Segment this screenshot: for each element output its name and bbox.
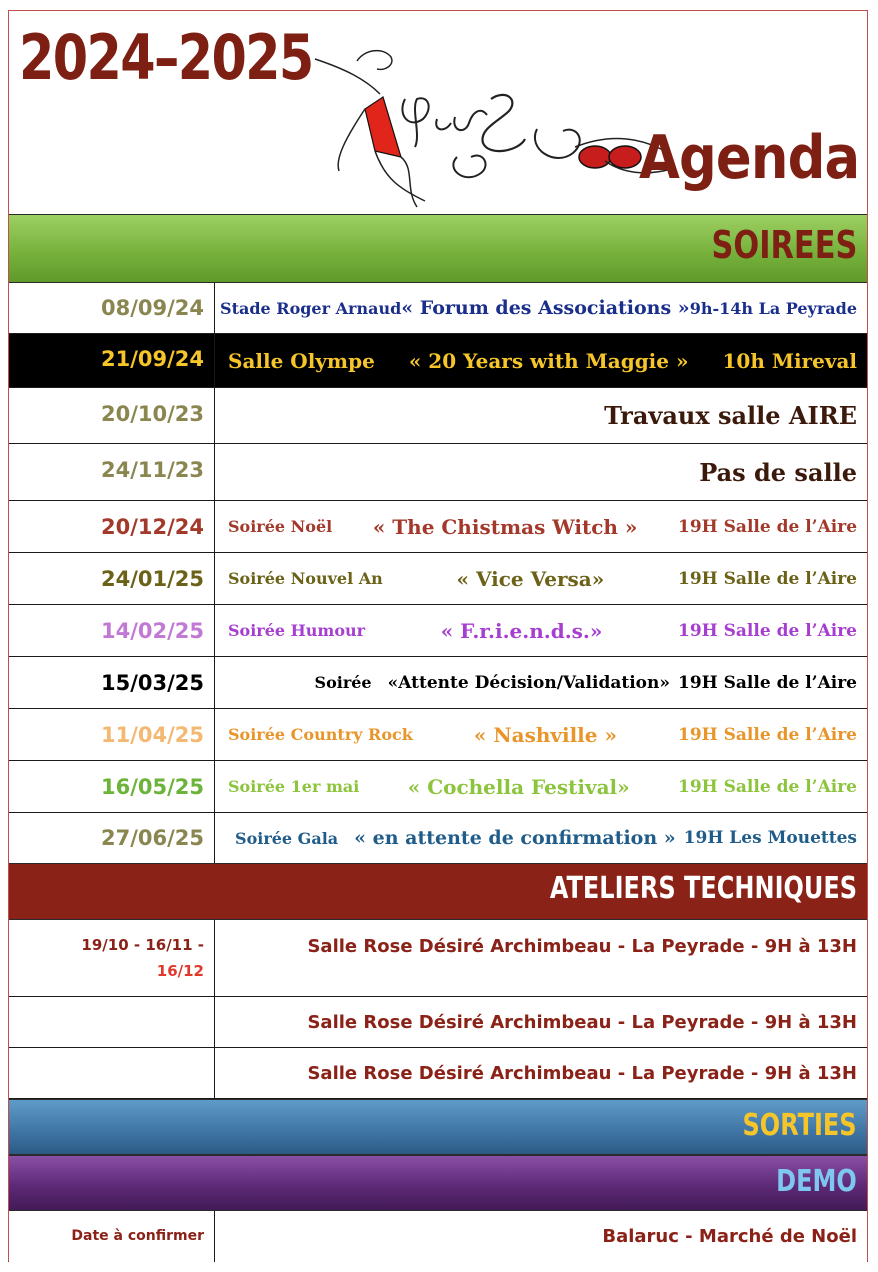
season-year: 2024–2025 [19,21,313,94]
event-info: 19H Salle de l’Aire [678,724,857,745]
table-row [9,1211,867,1262]
atelier-text: Salle Rose Désiré Archimbeau - La Peyrade - 9H à 13H [307,1011,857,1033]
event-date: 24/01/25 [9,553,215,604]
event-date: 21/09/24 [9,334,215,387]
demo-text: Balaruc - Marché de Noël [602,1226,857,1247]
event-place: Soirée 1er mai [228,777,360,796]
demo-details [216,1211,867,1262]
section-title: SOIREES [711,223,857,267]
event-title: « F.r.i.e.n.d.s.» [440,618,603,643]
event-date: 08/09/24 [9,283,215,333]
table-row [9,709,867,761]
table-row [9,813,867,864]
event-place: Soirée Country Rock [228,725,413,744]
event-info: 19H Salle de l’Aire [678,776,857,797]
event-title: « Forum des Associations » [401,297,690,319]
table-row [9,388,867,444]
atelier-details [216,997,867,1047]
event-date: 20/10/23 [9,388,215,443]
event-info: 19H Salle de l’Aire [678,516,858,537]
event-details [216,657,867,708]
event-title: « Vice Versa» [456,566,605,591]
section-soirees [9,214,867,283]
event-text: Travaux salle AIRE [604,401,857,430]
agenda-page [8,10,868,1262]
event-details [216,553,867,604]
table-row [9,657,867,709]
event-place: Soirée Noël [228,517,333,536]
angie-and-co-logo [305,39,675,209]
table-row [9,283,867,334]
event-title: « Cochella Festival» [407,774,630,799]
event-details [216,444,867,500]
event-info: 19H Salle de l’Aire [678,568,857,589]
event-title: « The Chistmas Witch » [372,514,638,539]
event-date: 15/03/25 [9,657,215,708]
event-date: 16/05/25 [9,761,215,812]
section-sorties [9,1099,867,1155]
event-place: Salle Olympe [228,348,375,373]
event-info: 19H Salle de l’Aire [678,620,857,641]
section-title: DEMO [776,1164,857,1199]
event-details [216,388,867,443]
event-details [216,501,867,552]
atelier-date-line: 16/12 [156,962,204,980]
demo-date: Date à confirmer [9,1211,215,1262]
atelier-text: Salle Rose Désiré Archimbeau - La Peyrade - 9H à 13H [307,936,857,957]
table-row [9,1048,867,1099]
event-info: 10h Mireval [722,348,857,373]
table-row [9,553,867,605]
event-info: 19H Salle de l’Aire [678,672,857,693]
event-title: « en attente de confirmation » [354,827,676,849]
event-details [216,709,867,760]
table-row [9,920,867,997]
event-details [216,334,867,387]
event-date: 14/02/25 [9,605,215,656]
header [9,11,867,214]
atelier-date [9,1048,215,1098]
section-ateliers [9,863,867,920]
atelier-date [9,997,215,1047]
event-details [216,761,867,812]
event-details [216,605,867,656]
event-details [216,813,867,863]
table-row [9,334,867,388]
event-place: Soirée [314,673,372,692]
agenda-title: Agenda [638,123,859,193]
event-text: Pas de salle [699,457,857,487]
event-details [216,283,867,333]
section-title: SORTIES [742,1108,857,1143]
event-date: 11/04/25 [9,709,215,760]
event-info: 19H Les Mouettes [683,828,857,848]
table-row [9,501,867,553]
table-row [9,605,867,657]
event-date: 20/12/24 [9,501,215,552]
section-title: ATELIERS TECHNIQUES [549,871,857,906]
event-place: Soirée Humour [228,621,366,640]
section-demo [9,1155,867,1211]
atelier-details [216,920,867,996]
atelier-date [9,920,215,996]
event-title: « Nashville » [473,722,617,747]
atelier-text: Salle Rose Désiré Archimbeau - La Peyrade - 9H à 13H [307,1062,857,1084]
table-row [9,997,867,1048]
event-title: «Attente Décision/Validation» [387,672,670,693]
event-place: Soirée Nouvel An [228,569,383,588]
table-row [9,444,867,501]
atelier-date-line: 19/10 - 16/11 - [81,936,204,954]
event-date: 27/06/25 [9,813,215,863]
event-info: 9h-14h La Peyrade [689,298,857,318]
event-date: 24/11/23 [9,444,215,500]
event-place: Soirée Gala [235,828,339,848]
event-place: Stade Roger Arnaud [220,298,402,318]
table-row [9,761,867,813]
event-title: « 20 Years with Maggie » [408,348,689,373]
atelier-details [216,1048,867,1098]
